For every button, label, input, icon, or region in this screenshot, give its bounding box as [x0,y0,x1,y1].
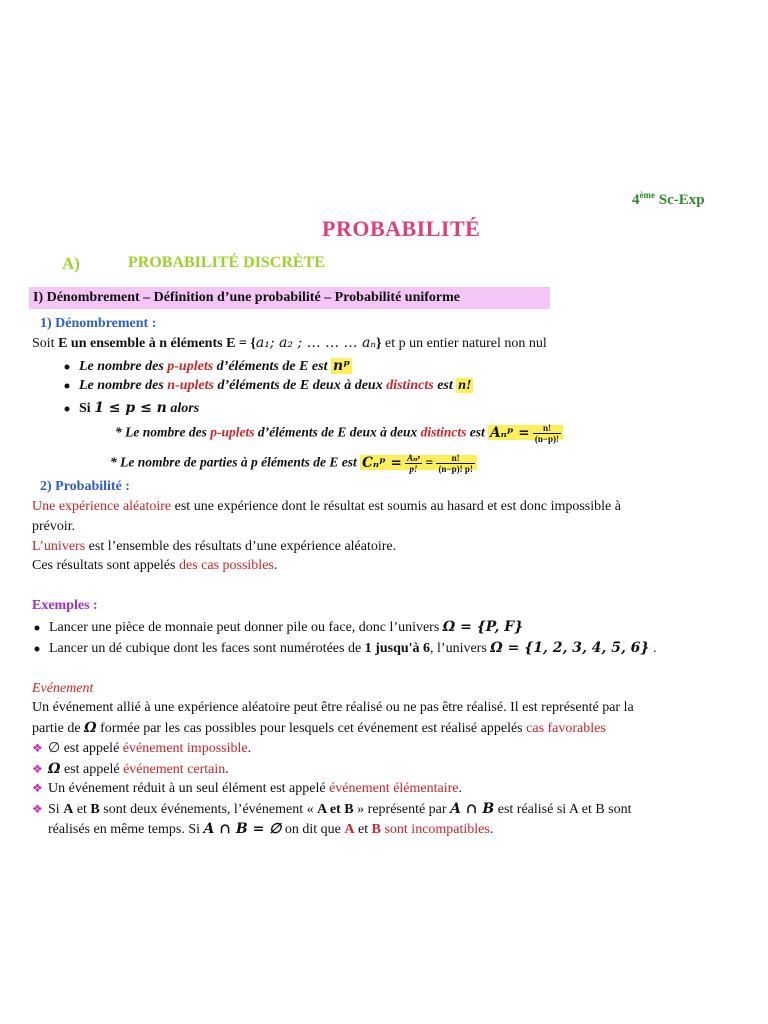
exemple-2: Lancer un dé cubique dont les faces sont numérotées de 1 jusqu'à 6, l’univers Ω = {1, 2, 3, 4, 5, 6} . [32,640,656,657]
prob-line-3: L’univers est l’ensemble des résultats d’une expérience aléatoire. [32,539,397,554]
denombrement-heading: 1) Dénombrement : [40,316,157,331]
evenement-item-intersection-line2: réalisés en même temps. Si A ∩ B = ∅ on dit que A et B sont incompatibles. [48,821,494,837]
evenement-heading: Evénement [32,681,94,696]
exemple-1: Lancer une pièce de monnaie peut donner pile ou face, donc l’univers Ω = {P, F} [32,619,523,636]
diamond-bullet-icon: ❖ [32,741,43,755]
evenement-p1: Un événement allié à une expérience aléatoire peut être réalisé ou ne pas être réalisé. Il est représenté par la [32,700,634,715]
prob-line-1: Une expérience aléatoire est une expérience dont le résultat est soumis au hasard et est donc impossible à [32,499,621,514]
sub-combinations: * Le nombre de parties à p éléments de E est Cₙᵖ = $\frac{\text{Aₙᵖ}}{p!}$ = $\frac{n!}{(n-p)! p!}$ [110,453,477,474]
evenement-p2: partie de Ω formée par les cas possibles pour lesquels cet événement est réalisé appelés cas favorables [32,720,606,736]
bullet-icon [35,646,40,651]
prob-line-4: Ces résultats sont appelés des cas possibles. [32,558,278,573]
bullet-icon [65,383,70,388]
page-title: PROBABILITÉ [322,216,481,241]
bullet-icon [65,364,70,369]
bullet-icon [35,625,40,630]
evenement-item-intersection: ❖ Si A et B sont deux événements, l’événement « A et B » représenté par A ∩ B est réalisé si A et B sont [32,801,632,817]
evenement-item-elementaire: ❖ Un événement réduit à un seul élément est appelé événement élémentaire. [32,781,462,796]
evenement-item-impossible: ❖ ∅ est appelé événement impossible. [32,741,252,756]
part-banner: I) Dénombrement – Définition d’une probabilité – Probabilité uniforme [29,287,550,309]
evenement-item-certain: ❖ Ω est appelé événement certain. [32,761,229,777]
section-letter: A) [62,254,80,273]
exemples-heading: Exemples : [32,598,98,613]
bullet-condition: Si 1 ≤ p ≤ n alors [62,400,199,417]
bullet-n-uplets: Le nombre des n-uplets d’éléments de E deux à deux distincts est n! [62,378,473,394]
diamond-bullet-icon: ❖ [32,802,43,816]
level-label: 4ème Sc-Exp [632,190,705,208]
bullet-icon [65,406,70,411]
diamond-bullet-icon: ❖ [32,762,43,776]
prob-line-2: prévoir. [32,519,76,534]
diamond-bullet-icon: ❖ [32,781,43,795]
probabilite-heading: 2) Probabilité : [40,479,130,494]
denombrement-intro: Soit E un ensemble à n éléments E = {a₁; a₂ ; … … … aₙ} et p un entier naturel non nul [32,335,547,351]
sub-arrangements: * Le nombre des p-uplets d’éléments de E deux à deux distincts est Aₙᵖ = $\frac{n!}{(n-p)!}$ [115,423,563,444]
section-title: PROBABILITÉ DISCRÈTE [128,254,325,271]
bullet-p-uplets: Le nombre des p-uplets d’éléments de E est nᵖ [62,358,352,375]
